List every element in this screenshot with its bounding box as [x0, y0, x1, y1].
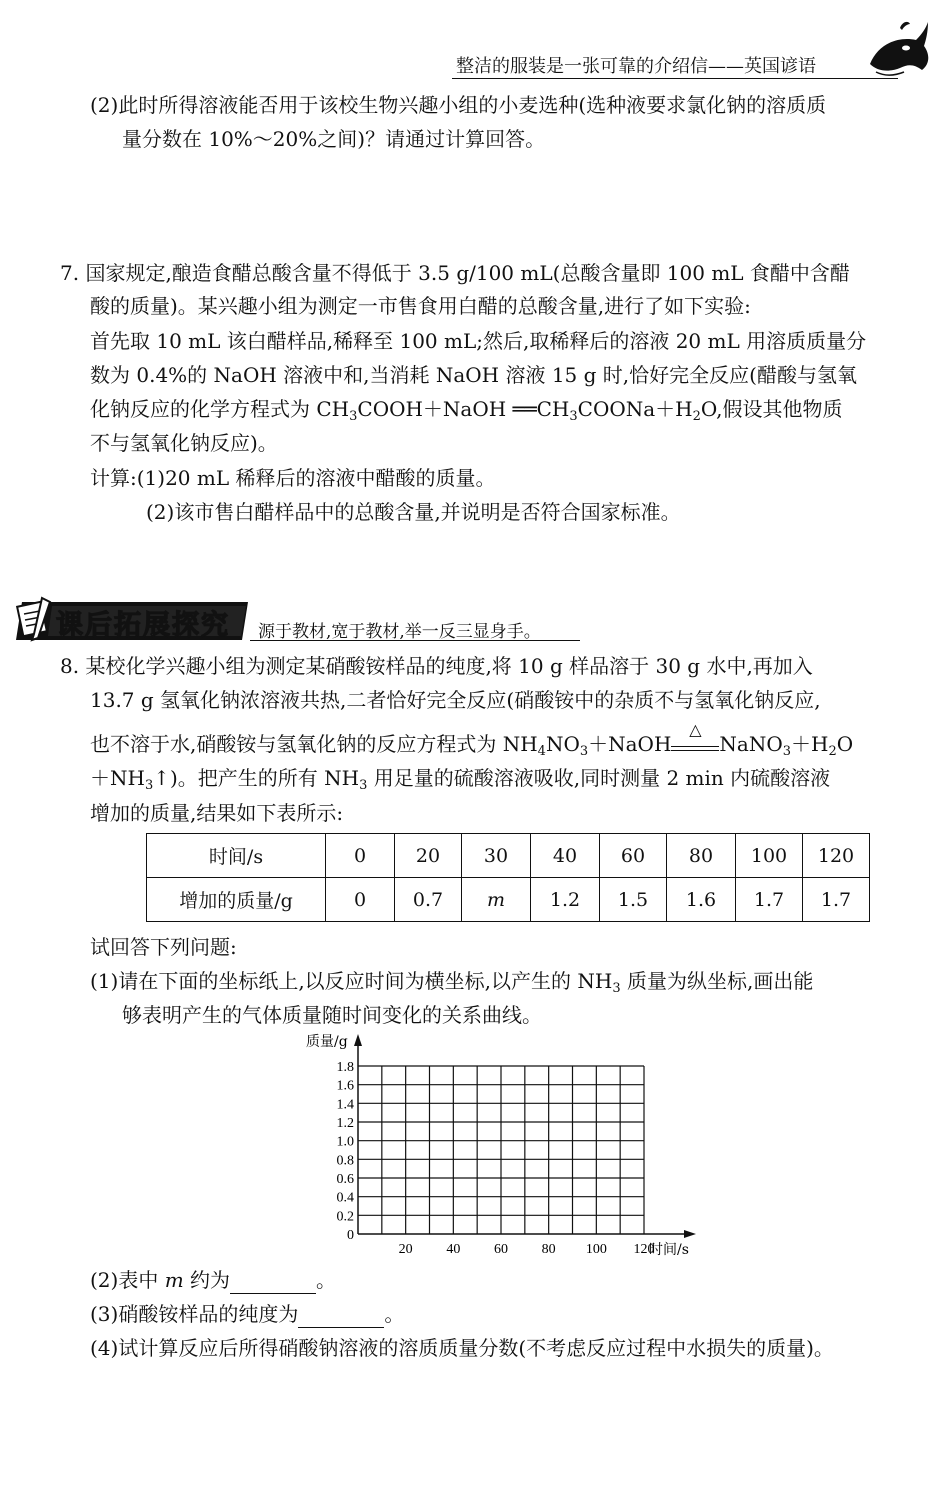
q8-line3-sub-2: 2 [828, 744, 837, 759]
table-cell: 40 [531, 834, 600, 878]
q6-part2-line1: (2)此时所得溶液能否用于该校生物兴趣小组的小麦选种(选种液要求氯化钠的溶质质 [90, 93, 827, 117]
q8-sub1-c: 质量为纵坐标,画出能 [620, 969, 814, 993]
q8-line4-sub-a: 3 [144, 778, 154, 793]
q8-line1: 8. 某校化学兴趣小组为测定某硝酸铵样品的纯度,将 10 g 样品溶于 30 g 水中,再加入 [60, 654, 813, 678]
q8-line4 [90, 764, 830, 792]
header-motto: 整洁的服装是一张可靠的介绍信——英国谚语 [456, 56, 816, 77]
y-tick-label: 1.2 [336, 1116, 354, 1131]
q8-line3-j: O [836, 732, 854, 756]
coordinate-grid-chart [290, 1030, 730, 1260]
q8-line2: 13.7 g 氢氧化钠浓溶液共热,二者恰好完全反应(硝酸铵中的杂质不与氢氧化钠反应, [90, 688, 821, 712]
q8-sub3-a: (3)硝酸铵样品的纯度为 [90, 1302, 299, 1326]
heat-arrow [671, 720, 719, 751]
data-table [146, 833, 870, 922]
q8-line4-a: ＋NH [90, 766, 145, 790]
orca-icon [864, 14, 934, 80]
y-axis-arrow [354, 1034, 362, 1046]
q7-line7: 计算:(1)20 mL 稀释后的溶液中醋酸的质量。 [90, 466, 496, 490]
x-tick-label: 20 [398, 1242, 413, 1257]
table-header-time: 时间/s [147, 834, 326, 878]
table-cell-m: m [462, 878, 531, 922]
q8-sub1-a: (1)请在下面的坐标纸上,以反应时间为横坐标,以产生的 NH [90, 969, 613, 993]
q8-sub3 [90, 1300, 404, 1328]
q8-sub2 [90, 1266, 336, 1294]
table-cell: 1.7 [736, 878, 803, 922]
q7-line5-text-e: COONa＋H [577, 397, 693, 421]
table-header-mass: 增加的质量/g [147, 878, 326, 922]
x-axis-arrow [684, 1230, 696, 1238]
table-cell: 30 [462, 834, 531, 878]
q8-sub4: (4)试计算反应后所得硝酸钠溶液的溶质质量分数(不考虑反应过程中水损失的质量)。 [90, 1336, 834, 1360]
x-tick-label: 60 [494, 1242, 508, 1257]
q8-line5: 增加的质量,结果如下表所示: [90, 801, 344, 825]
table-cell: 0.7 [395, 878, 462, 922]
table-cell: 100 [736, 834, 803, 878]
q8-sub2-c: 。 [316, 1268, 337, 1292]
table-cell: 1.2 [531, 878, 600, 922]
q8-line3-c: NO [545, 732, 580, 756]
answer-blank-purity[interactable] [298, 1305, 384, 1328]
q8-sub2-b: 约为 [183, 1268, 231, 1292]
q8-line3-e: ＋NaOH [588, 732, 672, 756]
table-row-mass [147, 878, 870, 922]
pencil-book-icon [14, 594, 54, 646]
q7-line5-sub-c: 2 [692, 409, 701, 424]
heat-symbol: △ [689, 720, 702, 739]
table-cell: 60 [600, 834, 667, 878]
y-tick-label: 0.8 [336, 1153, 354, 1169]
q8-line3-f: NaNO [719, 732, 783, 756]
y-tick-label: 0 [347, 1228, 354, 1243]
q7-line1: 7. 国家规定,酿造食醋总酸含量不得低于 3.5 g/100 mL(总酸含量即 100 mL 食醋中含醋 [60, 261, 850, 285]
table-cell: 0 [326, 878, 395, 922]
q8-line3-h: ＋H [791, 732, 829, 756]
table-cell: 1.6 [667, 878, 736, 922]
table-cell: 120 [803, 834, 870, 878]
q7-line5-text-g: O,假设其他物质 [700, 397, 843, 421]
q8-line3-sub-3b: 3 [782, 744, 791, 759]
q8-line3-sub-3a: 3 [579, 744, 589, 759]
answer-blank-m[interactable] [230, 1271, 316, 1294]
q7-line5-sub-a: 3 [349, 409, 358, 424]
section-rule [250, 640, 580, 641]
table-cell: 80 [667, 834, 736, 878]
q7-line4: 数为 0.4%的 NaOH 溶液中和,当消耗 NaOH 溶液 15 g 时,恰好完全反应(醋酸与氢氧 [90, 363, 857, 387]
q8-prompt: 试回答下列问题: [90, 935, 237, 959]
q8-line4-e: 用足量的硫酸溶液吸收,同时测量 2 min 内硫酸溶液 [367, 766, 831, 790]
q7-line8: (2)该市售白醋样品中的总酸含量,并说明是否符合国家标准。 [146, 500, 681, 524]
table-cell: 1.7 [803, 878, 870, 922]
q8-sub2-a: (2)表中 [90, 1268, 165, 1292]
section-title: 课后拓展探究 [56, 610, 230, 641]
q8-line3 [90, 720, 854, 759]
q8-sub3-b: 。 [384, 1302, 405, 1326]
table-row-time [147, 834, 870, 878]
q8-sub1-sub: 3 [612, 981, 621, 996]
q7-line5-text-a: 化钠反应的化学方程式为 CH [90, 397, 350, 421]
y-tick-label: 0.6 [336, 1172, 354, 1187]
x-tick-label: 100 [585, 1242, 607, 1257]
q7-line3: 首先取 10 mL 该白醋样品,稀释至 100 mL;然后,取稀释后的溶液 20 mL 用溶质质量分 [90, 329, 867, 353]
q6-part2-line2: 量分数在 10%～20%之间)？请通过计算回答。 [122, 127, 546, 151]
q8-line4-c: ↑)。把产生的所有 NH [153, 766, 360, 790]
y-tick-label: 1.6 [336, 1078, 354, 1094]
q8-sub1-line2: 够表明产生的气体质量随时间变化的关系曲线。 [122, 1003, 542, 1027]
x-axis-label: 时间/s [649, 1242, 689, 1258]
q7-line6: 不与氢氧化钠反应)。 [90, 431, 278, 455]
y-tick-label: 1.0 [336, 1134, 354, 1150]
q7-line5 [90, 395, 843, 423]
q7-line5-sub-b: 3 [569, 409, 578, 424]
y-tick-label: 1.4 [336, 1097, 354, 1113]
x-tick-label: 40 [446, 1242, 461, 1257]
q8-line3-a: 也不溶于水,硝酸铵与氢氧化钠的反应方程式为 NH [90, 732, 538, 756]
x-tick-label: 80 [541, 1242, 556, 1257]
y-tick-label: 0.2 [336, 1209, 354, 1225]
section-subtitle: 源于教材,宽于教材,举一反三显身手。 [258, 622, 541, 642]
y-tick-label: 0.4 [336, 1190, 354, 1206]
q8-sub1-line1 [90, 967, 813, 995]
table-cell: 0 [326, 834, 395, 878]
q8-sub2-m: m [164, 1268, 184, 1292]
q7-line2: 酸的质量)。某兴趣小组为测定一市售食用白醋的总酸含量,进行了如下实验: [90, 294, 751, 318]
q8-line4-sub-b: 3 [359, 778, 368, 793]
y-axis-label: 质量/g [306, 1034, 348, 1050]
y-tick-label: 1.8 [336, 1060, 354, 1075]
q8-line3-sub-4: 4 [537, 744, 546, 759]
header-rule [452, 78, 898, 79]
q7-line5-text-c: COOH＋NaOH ══CH [357, 397, 570, 421]
x-tick-label: 120 [633, 1242, 655, 1257]
table-cell: 1.5 [600, 878, 667, 922]
table-cell: 20 [395, 834, 462, 878]
